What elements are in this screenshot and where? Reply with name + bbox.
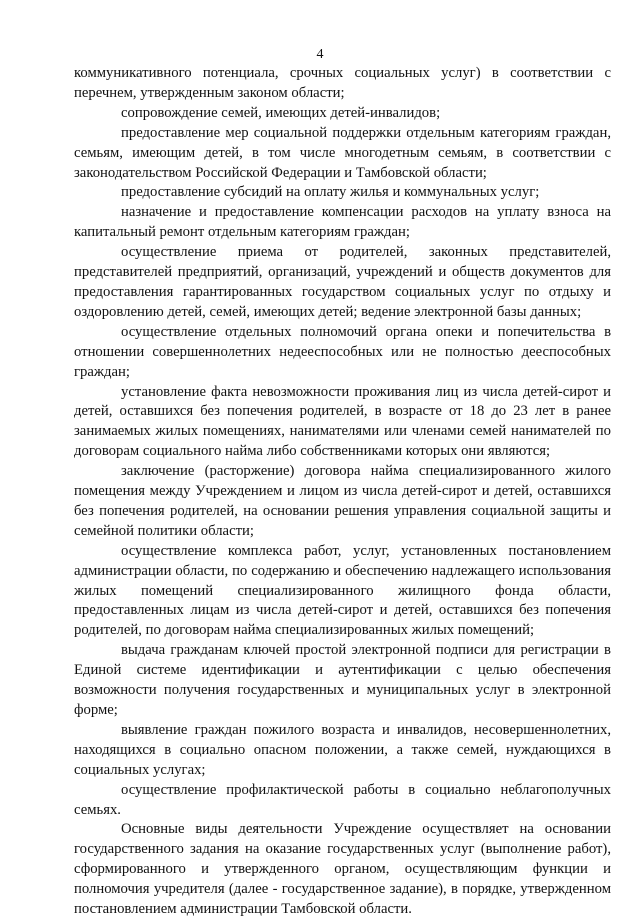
paragraph: осуществление отдельных полномочий органа опеки и попечительства в отношении совершеннолетних недееспособных или не полностью дееспособных граждан; — [74, 323, 611, 380]
paragraph: назначение и предоставление компенсации расходов на уплату взноса на капитальный ремонт отдельным категориям граждан; — [74, 204, 611, 241]
paragraph: заключение (расторжение) договора найма специализированного жилого помещения между Учреждением и лицом из числа детей-сирот и детей, оставшихся без попечения родителей, на основании решения управления социальной защиты и семейной политики области; — [74, 463, 611, 539]
paragraph: осуществление профилактической работы в социально неблагополучных семьях. — [74, 781, 611, 818]
paragraph: осуществление комплекса работ, услуг, установленных постановлением администрации области, по содержанию и обеспечению надлежащего использования жилых помещений специализированного жилищного фонда области, предоставленных лицам из числа детей-сирот и детей, оставшихся без попечения родителей, по договорам найма специализированных жилых помещений; — [74, 542, 611, 639]
paragraph: предоставление мер социальной поддержки отдельным категориям граждан, семьям, имеющим детей, в том числе многодетным семьям, в соответствии с законодательством Российской Федерации и Тамбовской области; — [74, 124, 611, 181]
paragraph: предоставление субсидий на оплату жилья и коммунальных услуг; — [121, 184, 540, 201]
paragraph: Основные виды деятельности Учреждение осуществляет на основании государственного задания на оказание государственных услуг (выполнение работ), сформированного и утвержденного органом, осуществляющим функции и полномочия учредителя (далее - государственное задание), в порядке, утвержденном постановлением администрации Тамбовской области. — [74, 821, 611, 918]
paragraph: выявление граждан пожилого возраста и инвалидов, несовершеннолетних, находящихся в социально опасном положении, а также семей, нуждающихся в социальных услугах; — [74, 721, 611, 778]
paragraph-continuation: коммуникативного потенциала, срочных социальных услуг) в соответствии с перечнем, утвержденным законом области; — [74, 65, 611, 101]
page-number: 4 — [316, 47, 324, 62]
paragraph: установление факта невозможности проживания лиц из числа детей-сирот и детей, оставшихся без попечения родителей, в возрасте от 18 до 23 лет в ранее занимаемых жилых помещениях, нанимателями или членами семей нанимателей по договорам социального найма либо собственниками которых они являются; — [74, 383, 611, 460]
document-body — [74, 64, 611, 920]
paragraph: осуществление приема от родителей, законных представителей, представителей предприятий, организаций, учреждений и обществ документов для предоставления гарантированных государством социальных услуг по отдыху и оздоровлению детей, семей, имеющих детей; ведение электронной базы данных; — [74, 244, 611, 320]
paragraph: сопровождение семей, имеющих детей-инвалидов; — [121, 104, 441, 121]
paragraph: выдача гражданам ключей простой электронной подписи для регистрации в Единой системе идентификации и аутентификации с целью обеспечения возможности получения государственных и муниципальных услуг в электронной форме; — [74, 642, 611, 718]
